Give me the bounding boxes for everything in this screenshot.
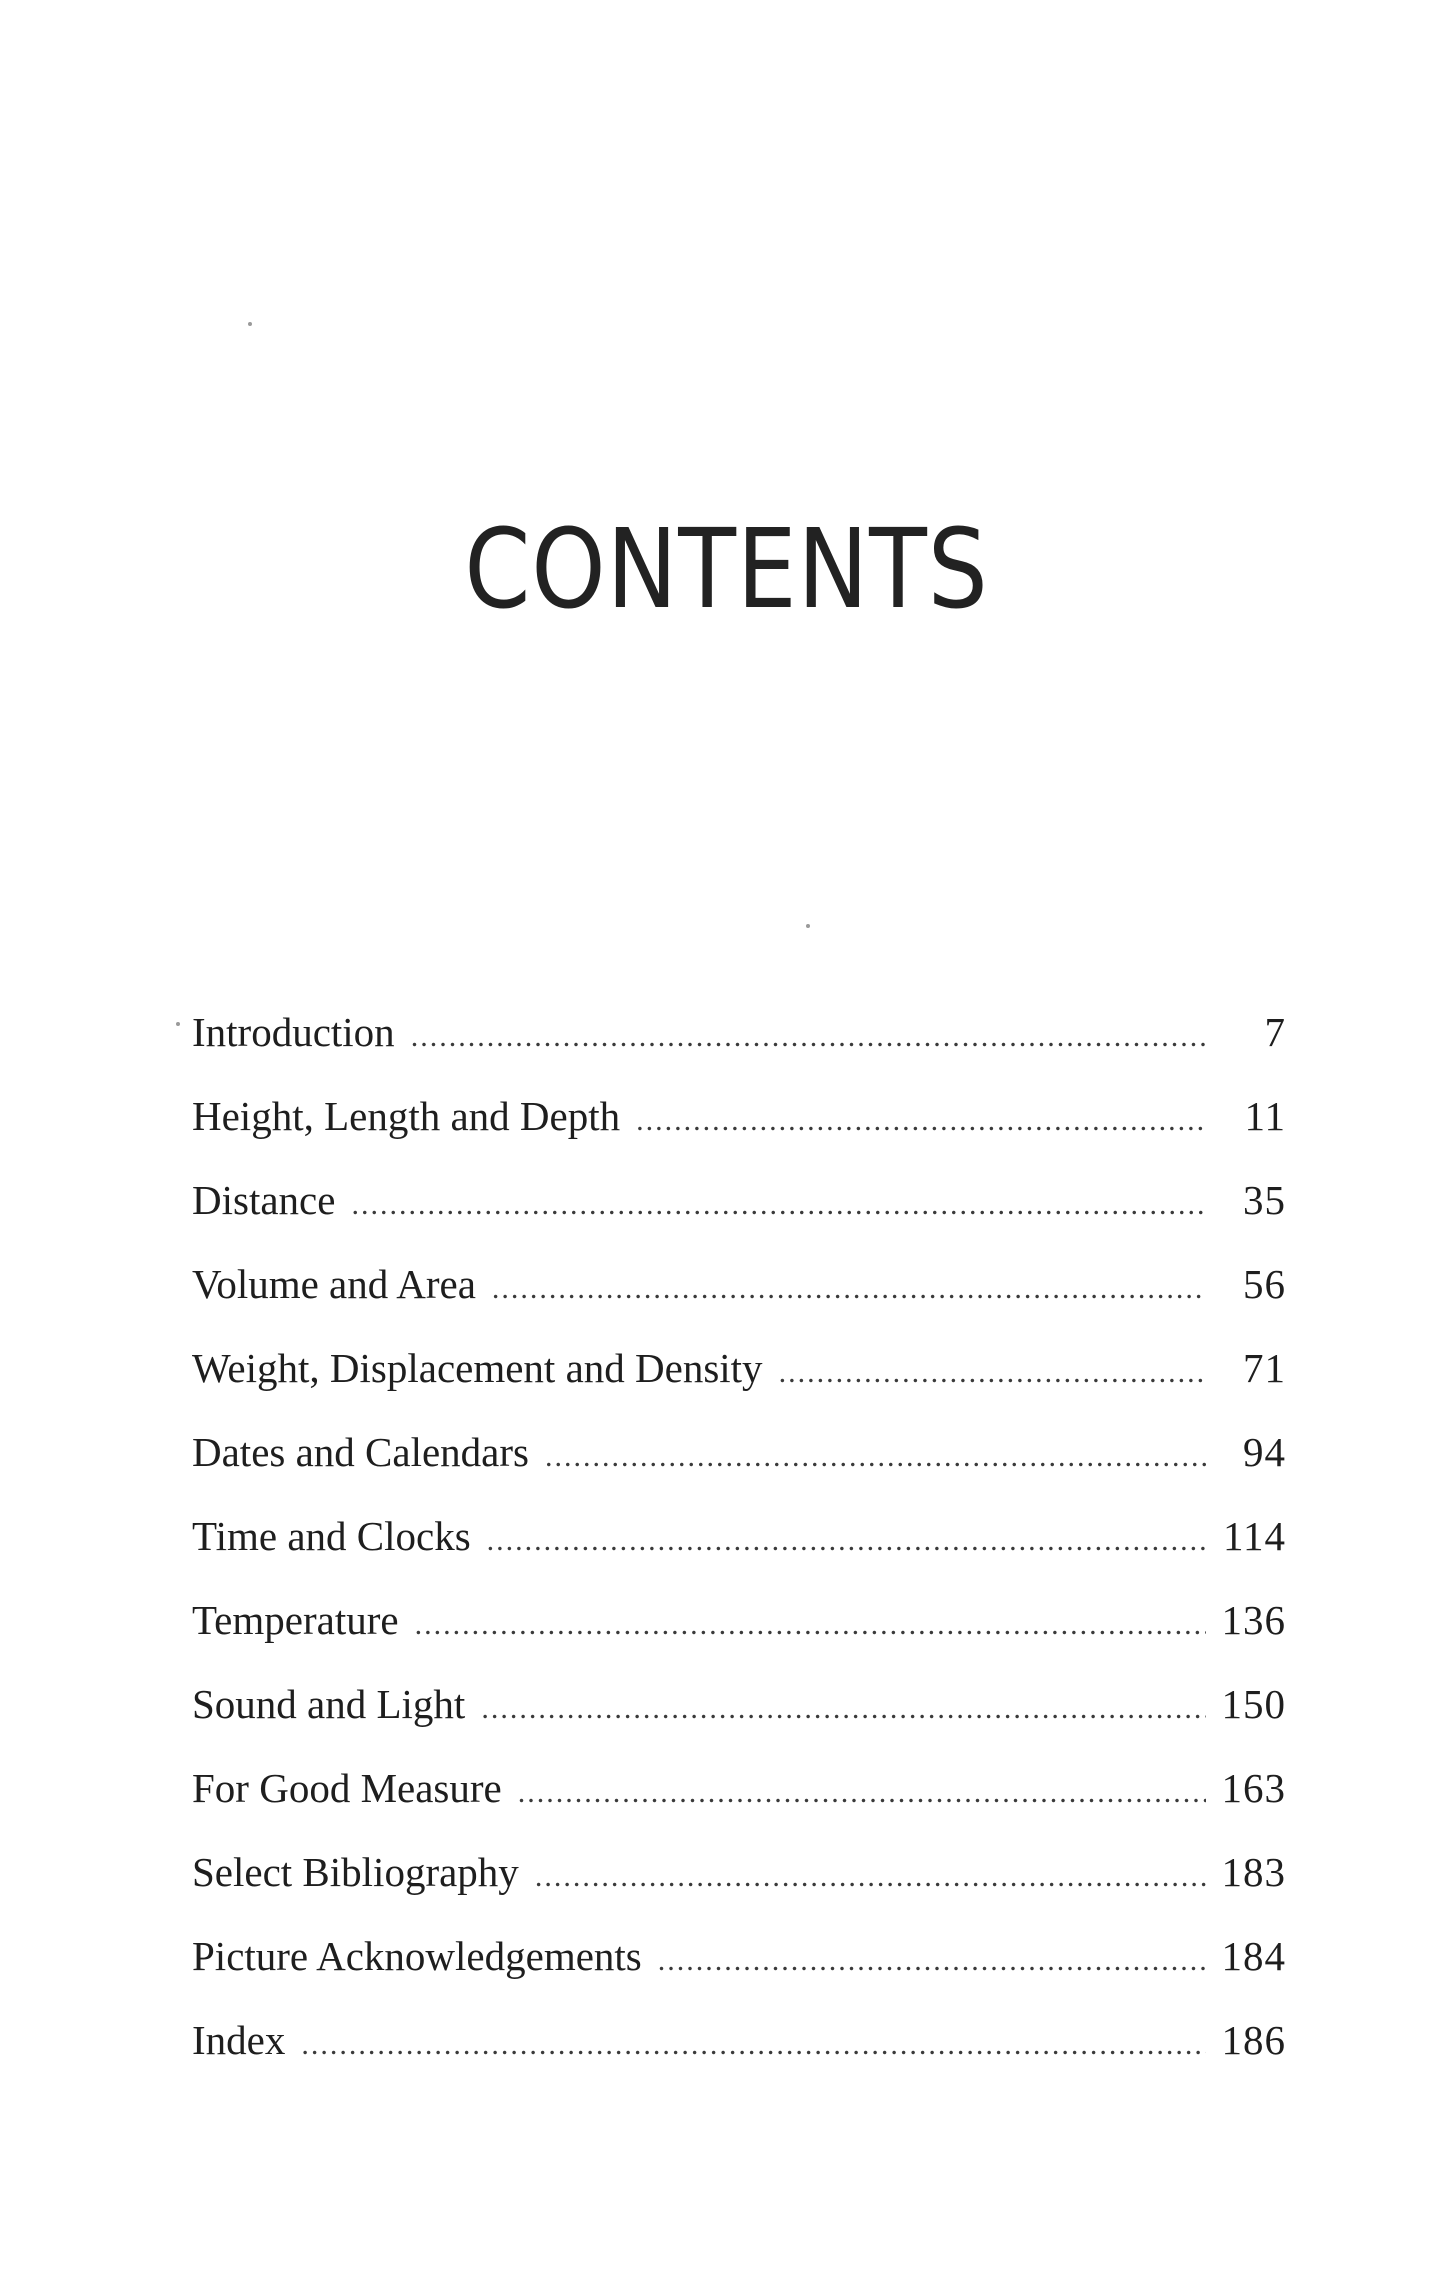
toc-entry-title: Sound and Light [192, 1681, 466, 1727]
toc-page-number: 136 [1221, 1597, 1286, 1643]
toc-dot-leader [301, 2028, 1206, 2062]
toc-entry-title: Index [192, 2017, 286, 2063]
toc-page-number: 114 [1223, 1513, 1286, 1559]
toc-entry-title: For Good Measure [192, 1765, 502, 1811]
toc-dot-leader [535, 1860, 1206, 1894]
toc-entry-title: Height, Length and Depth [192, 1093, 621, 1139]
toc-entry[interactable] [192, 1260, 1286, 1344]
page-speck [248, 322, 252, 326]
toc-entry-title: Select Bibliography [192, 1849, 519, 1895]
toc-page-number: 184 [1221, 1933, 1286, 1979]
toc-entry-title: Introduction [192, 1009, 395, 1055]
toc-page-number: 7 [1264, 1009, 1286, 1055]
toc-page-number: 71 [1243, 1345, 1286, 1391]
toc-entry-title: Time and Clocks [192, 1513, 471, 1559]
toc-page-number: 150 [1221, 1681, 1286, 1727]
toc-entry-title: Temperature [192, 1597, 399, 1643]
toc-dot-leader [481, 1692, 1206, 1726]
toc-entry[interactable] [192, 1008, 1286, 1092]
toc-entry[interactable] [192, 1512, 1286, 1596]
toc-page-number: 186 [1221, 2017, 1286, 2063]
toc-page-number: 183 [1221, 1849, 1286, 1895]
toc-entry-title: Distance [192, 1177, 336, 1223]
toc-entry[interactable] [192, 1344, 1286, 1428]
toc-entry-title: Picture Acknowledgements [192, 1933, 642, 1979]
toc-dot-leader [415, 1608, 1206, 1642]
toc-dot-leader [487, 1524, 1206, 1558]
toc-page-number: 35 [1243, 1177, 1286, 1223]
toc-entry-title: Volume and Area [192, 1261, 476, 1307]
toc-page-number: 94 [1243, 1429, 1286, 1475]
toc-entry[interactable] [192, 1596, 1286, 1680]
toc-dot-leader [658, 1944, 1206, 1978]
toc-page-number: 11 [1244, 1093, 1286, 1139]
toc-entry-title: Dates and Calendars [192, 1429, 529, 1475]
page-speck [806, 924, 810, 928]
toc-dot-leader [518, 1776, 1206, 1810]
toc-dot-leader [636, 1104, 1206, 1138]
toc-entry[interactable] [192, 1176, 1286, 1260]
toc-entry[interactable] [192, 1848, 1286, 1932]
toc-page-number: 163 [1221, 1765, 1286, 1811]
toc-page-number: 56 [1243, 1261, 1286, 1307]
toc-dot-leader [411, 1020, 1206, 1054]
toc-dot-leader [545, 1440, 1206, 1474]
toc-dot-leader [351, 1188, 1206, 1222]
table-of-contents [192, 1008, 1286, 2100]
toc-entry-title: Weight, Displacement and Density [192, 1345, 763, 1391]
toc-entry[interactable] [192, 1428, 1286, 1512]
page-title: CONTENTS [464, 504, 989, 633]
toc-entry[interactable] [192, 2016, 1286, 2100]
toc-entry[interactable] [192, 1092, 1286, 1176]
toc-entry[interactable] [192, 1932, 1286, 2016]
toc-entry[interactable] [192, 1764, 1286, 1848]
page-speck [176, 1022, 180, 1026]
toc-dot-leader [779, 1356, 1206, 1390]
toc-dot-leader [492, 1272, 1206, 1306]
toc-entry[interactable] [192, 1680, 1286, 1764]
